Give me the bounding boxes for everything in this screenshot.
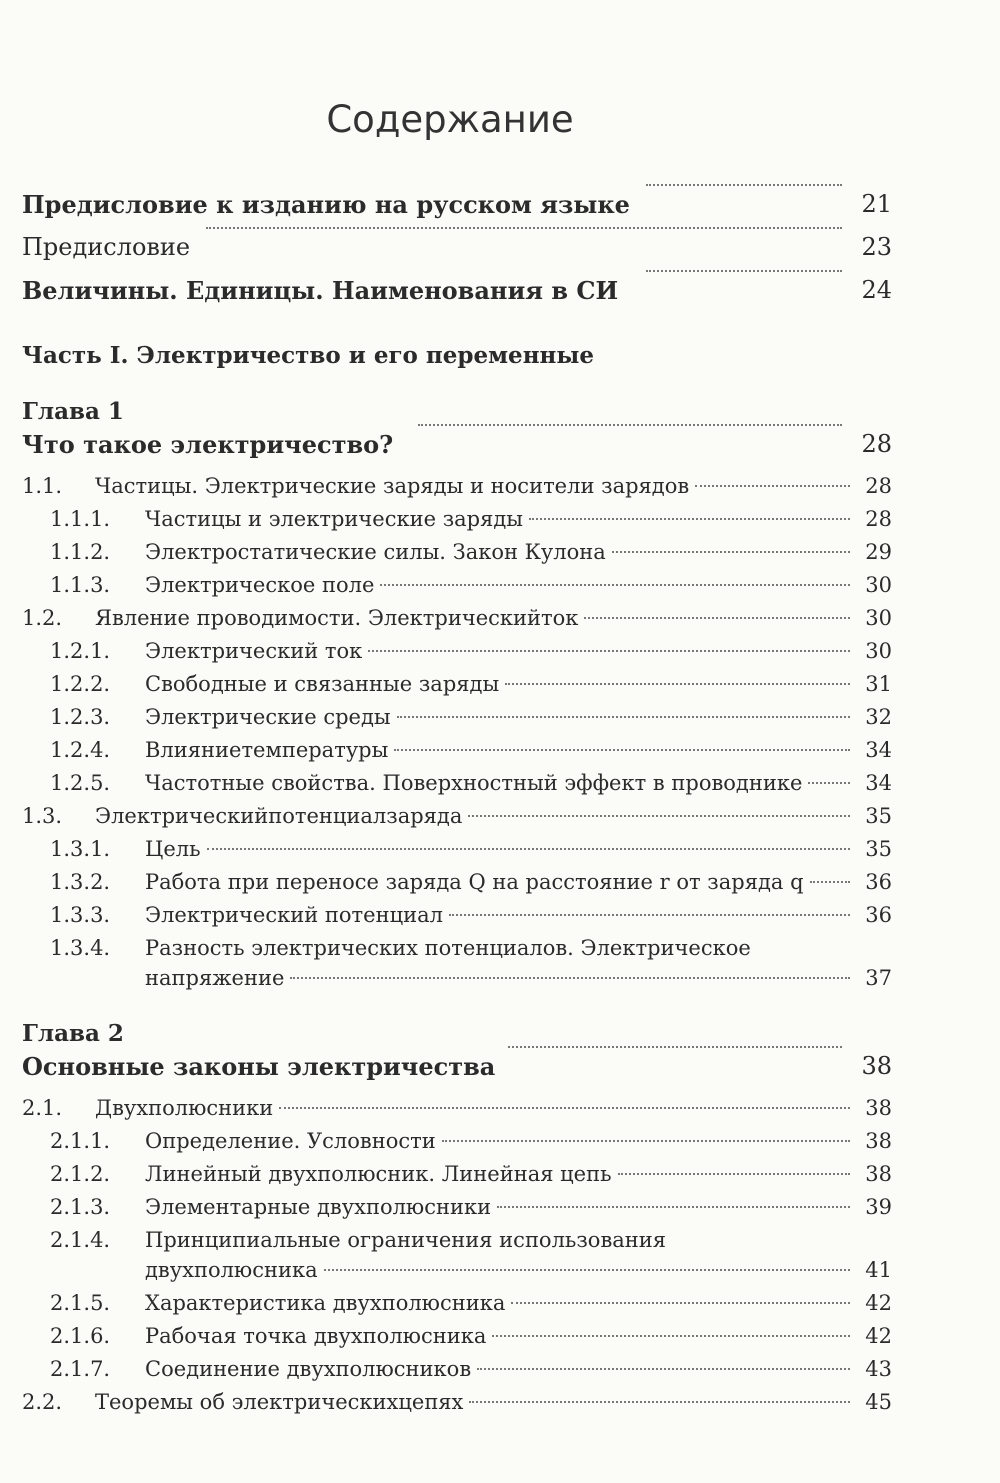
dot-leader bbox=[324, 1269, 850, 1271]
toc-entry-front-matter[interactable] bbox=[0, 233, 1000, 267]
entry-page: 35 bbox=[865, 804, 892, 828]
entry-number: 2.1.1. bbox=[50, 1129, 111, 1153]
dot-leader bbox=[808, 782, 850, 784]
toc-entry[interactable] bbox=[0, 1195, 1000, 1229]
toc-entry[interactable] bbox=[0, 573, 1000, 607]
entry-number: 1.3.1. bbox=[50, 837, 111, 861]
entry-number: 2.1.2. bbox=[50, 1162, 111, 1186]
toc-entry[interactable] bbox=[0, 606, 1000, 640]
entry-text-continued: напряжение bbox=[145, 966, 285, 990]
entry-number: 1.2.4. bbox=[50, 738, 111, 762]
entry-page: 41 bbox=[865, 1258, 892, 1282]
toc-entry[interactable] bbox=[0, 804, 1000, 838]
entry-number: 2.2. bbox=[22, 1390, 63, 1414]
dot-leader bbox=[612, 551, 850, 553]
entry-text: Явление проводимости. Электрическийток bbox=[95, 606, 579, 630]
entry-page: 45 bbox=[865, 1390, 892, 1414]
entry-number: 1.3.4. bbox=[50, 936, 111, 960]
entry-page: 36 bbox=[865, 903, 892, 927]
toc-entry[interactable] bbox=[0, 903, 1000, 937]
dot-leader bbox=[529, 518, 850, 520]
entry-text: Определение. Условности bbox=[145, 1129, 436, 1153]
toc-entry-front-matter[interactable] bbox=[0, 276, 1000, 310]
page-title: Содержание bbox=[326, 98, 574, 141]
entry-number: 1.2.2. bbox=[50, 672, 111, 696]
entry-number: 1.1.2. bbox=[50, 540, 111, 564]
toc-entry[interactable] bbox=[0, 1390, 1000, 1424]
toc-entry[interactable] bbox=[0, 705, 1000, 739]
toc-entry-continuation[interactable] bbox=[0, 1258, 1000, 1292]
dot-leader bbox=[646, 270, 842, 272]
entry-number: 2.1.7. bbox=[50, 1357, 111, 1381]
entry-number: 1.2.1. bbox=[50, 639, 111, 663]
entry-number: 1.1.1. bbox=[50, 507, 111, 531]
entry-text: Работа при переносе заряда Q на расстояние r от заряда q bbox=[145, 870, 804, 894]
entry-text: Величины. Единицы. Наименования в СИ bbox=[22, 276, 619, 305]
toc-entry[interactable] bbox=[0, 474, 1000, 508]
toc-entry[interactable] bbox=[0, 672, 1000, 706]
entry-text: Линейный двухполюсник. Линейная цепь bbox=[145, 1162, 612, 1186]
entry-text: Электрическое поле bbox=[145, 573, 375, 597]
dot-leader bbox=[418, 424, 842, 426]
toc-entry[interactable] bbox=[0, 1162, 1000, 1196]
entry-text: Свободные и связанные заряды bbox=[145, 672, 500, 696]
dot-leader bbox=[368, 650, 850, 652]
entry-page: 38 bbox=[865, 1129, 892, 1153]
entry-page: 23 bbox=[861, 233, 892, 261]
dot-leader bbox=[505, 683, 850, 685]
dot-leader bbox=[449, 914, 850, 916]
entry-page: 39 bbox=[865, 1195, 892, 1219]
dot-leader bbox=[394, 749, 850, 751]
entry-page: 42 bbox=[865, 1291, 892, 1315]
chapter-title: Основные законы электричества bbox=[22, 1052, 496, 1081]
entry-text: Принципиальные ограничения использования bbox=[145, 1228, 667, 1252]
toc-entry[interactable] bbox=[0, 540, 1000, 574]
entry-number: 2.1.5. bbox=[50, 1291, 111, 1315]
entry-number: 1.3.2. bbox=[50, 870, 111, 894]
dot-leader bbox=[207, 848, 850, 850]
entry-page: 28 bbox=[861, 430, 892, 458]
entry-text: Частицы. Электрические заряды и носители зарядов bbox=[95, 474, 690, 498]
entry-text: Соединение двухполюсников bbox=[145, 1357, 472, 1381]
dot-leader bbox=[397, 716, 850, 718]
dot-leader bbox=[497, 1206, 850, 1208]
part-heading: Часть I. Электричество и его переменные bbox=[22, 342, 595, 369]
entry-number: 1.3. bbox=[22, 804, 63, 828]
entry-text: Электростатические силы. Закон Кулона bbox=[145, 540, 606, 564]
toc-entry[interactable] bbox=[0, 1228, 1000, 1262]
entry-text-continued: двухполюсника bbox=[145, 1258, 318, 1282]
chapter-title-entry[interactable] bbox=[0, 430, 1000, 464]
entry-text: Частицы и электрические заряды bbox=[145, 507, 524, 531]
dot-leader bbox=[511, 1302, 850, 1304]
dot-leader bbox=[380, 584, 850, 586]
dot-leader bbox=[618, 1173, 850, 1175]
entry-page: 30 bbox=[865, 639, 892, 663]
entry-text: Электрический потенциал bbox=[145, 903, 443, 927]
dot-leader bbox=[469, 1401, 850, 1403]
entry-page: 38 bbox=[865, 1162, 892, 1186]
chapter-label: Глава 1 bbox=[22, 398, 124, 425]
dot-leader bbox=[206, 227, 842, 229]
entry-number: 1.3.3. bbox=[50, 903, 111, 927]
chapter-title-entry[interactable] bbox=[0, 1052, 1000, 1086]
entry-page: 32 bbox=[865, 705, 892, 729]
entry-page: 21 bbox=[861, 190, 892, 218]
toc-entry-continuation[interactable] bbox=[0, 966, 1000, 1000]
toc-entry[interactable] bbox=[0, 738, 1000, 772]
dot-leader bbox=[492, 1335, 850, 1337]
entry-page: 35 bbox=[865, 837, 892, 861]
entry-text: Влияниетемпературы bbox=[145, 738, 389, 762]
entry-text: Элементарные двухполюсники bbox=[145, 1195, 492, 1219]
dot-leader bbox=[468, 815, 850, 817]
toc-entry[interactable] bbox=[0, 507, 1000, 541]
entry-page: 43 bbox=[865, 1357, 892, 1381]
entry-number: 1.2. bbox=[22, 606, 63, 630]
dot-leader bbox=[290, 977, 850, 979]
entry-text: Электрическийпотенциалзаряда bbox=[95, 804, 463, 828]
entry-page: 30 bbox=[865, 606, 892, 630]
entry-number: 1.2.5. bbox=[50, 771, 111, 795]
dot-leader bbox=[508, 1046, 842, 1048]
entry-number: 2.1.4. bbox=[50, 1228, 111, 1252]
toc-entry[interactable] bbox=[0, 1129, 1000, 1163]
toc-entry[interactable] bbox=[0, 1096, 1000, 1130]
dot-leader bbox=[584, 617, 850, 619]
entry-page: 42 bbox=[865, 1324, 892, 1348]
toc-entry[interactable] bbox=[0, 1357, 1000, 1391]
entry-page: 30 bbox=[865, 573, 892, 597]
entry-text: Теоремы об электрическихцепях bbox=[95, 1390, 464, 1414]
entry-number: 2.1. bbox=[22, 1096, 63, 1120]
dot-leader bbox=[477, 1368, 850, 1370]
entry-text: Разность электрических потенциалов. Электрическое bbox=[145, 936, 751, 960]
toc-entry[interactable] bbox=[0, 1291, 1000, 1325]
entry-number: 1.1. bbox=[22, 474, 63, 498]
toc-entry-front-matter[interactable] bbox=[0, 190, 1000, 224]
entry-text: Двухполюсники bbox=[95, 1096, 274, 1120]
entry-text: Предисловие к изданию на русском языке bbox=[22, 190, 630, 219]
toc-entry[interactable] bbox=[0, 936, 1000, 970]
dot-leader bbox=[442, 1140, 850, 1142]
entry-page: 34 bbox=[865, 738, 892, 762]
entry-number: 2.1.3. bbox=[50, 1195, 111, 1219]
entry-page: 28 bbox=[865, 474, 892, 498]
entry-page: 34 bbox=[865, 771, 892, 795]
entry-text: Частотные свойства. Поверхностный эффект в проводнике bbox=[145, 771, 803, 795]
entry-page: 36 bbox=[865, 870, 892, 894]
entry-number: 1.2.3. bbox=[50, 705, 111, 729]
toc-entry[interactable] bbox=[0, 1324, 1000, 1358]
entry-number: 2.1.6. bbox=[50, 1324, 111, 1348]
entry-text: Электрические среды bbox=[145, 705, 391, 729]
entry-text: Характеристика двухполюсника bbox=[145, 1291, 506, 1315]
entry-page: 37 bbox=[865, 966, 892, 990]
dot-leader bbox=[279, 1107, 850, 1109]
entry-text: Рабочая точка двухполюсника bbox=[145, 1324, 487, 1348]
entry-page: 29 bbox=[865, 540, 892, 564]
entry-page: 38 bbox=[865, 1096, 892, 1120]
entry-page: 28 bbox=[865, 507, 892, 531]
toc-entry[interactable] bbox=[0, 771, 1000, 805]
toc-entry[interactable] bbox=[0, 870, 1000, 904]
entry-text: Предисловие bbox=[22, 233, 191, 261]
entry-page: 24 bbox=[861, 276, 892, 304]
entry-text: Цель bbox=[145, 837, 201, 861]
toc-entry[interactable] bbox=[0, 639, 1000, 673]
dot-leader bbox=[646, 184, 842, 186]
entry-number: 1.1.3. bbox=[50, 573, 111, 597]
entry-text: Электрический ток bbox=[145, 639, 363, 663]
dot-leader bbox=[810, 881, 850, 883]
chapter-label: Глава 2 bbox=[22, 1020, 124, 1047]
chapter-title: Что такое электричество? bbox=[22, 430, 394, 459]
toc-entry[interactable] bbox=[0, 837, 1000, 871]
entry-page: 38 bbox=[861, 1052, 892, 1080]
entry-page: 31 bbox=[865, 672, 892, 696]
dot-leader bbox=[695, 485, 850, 487]
